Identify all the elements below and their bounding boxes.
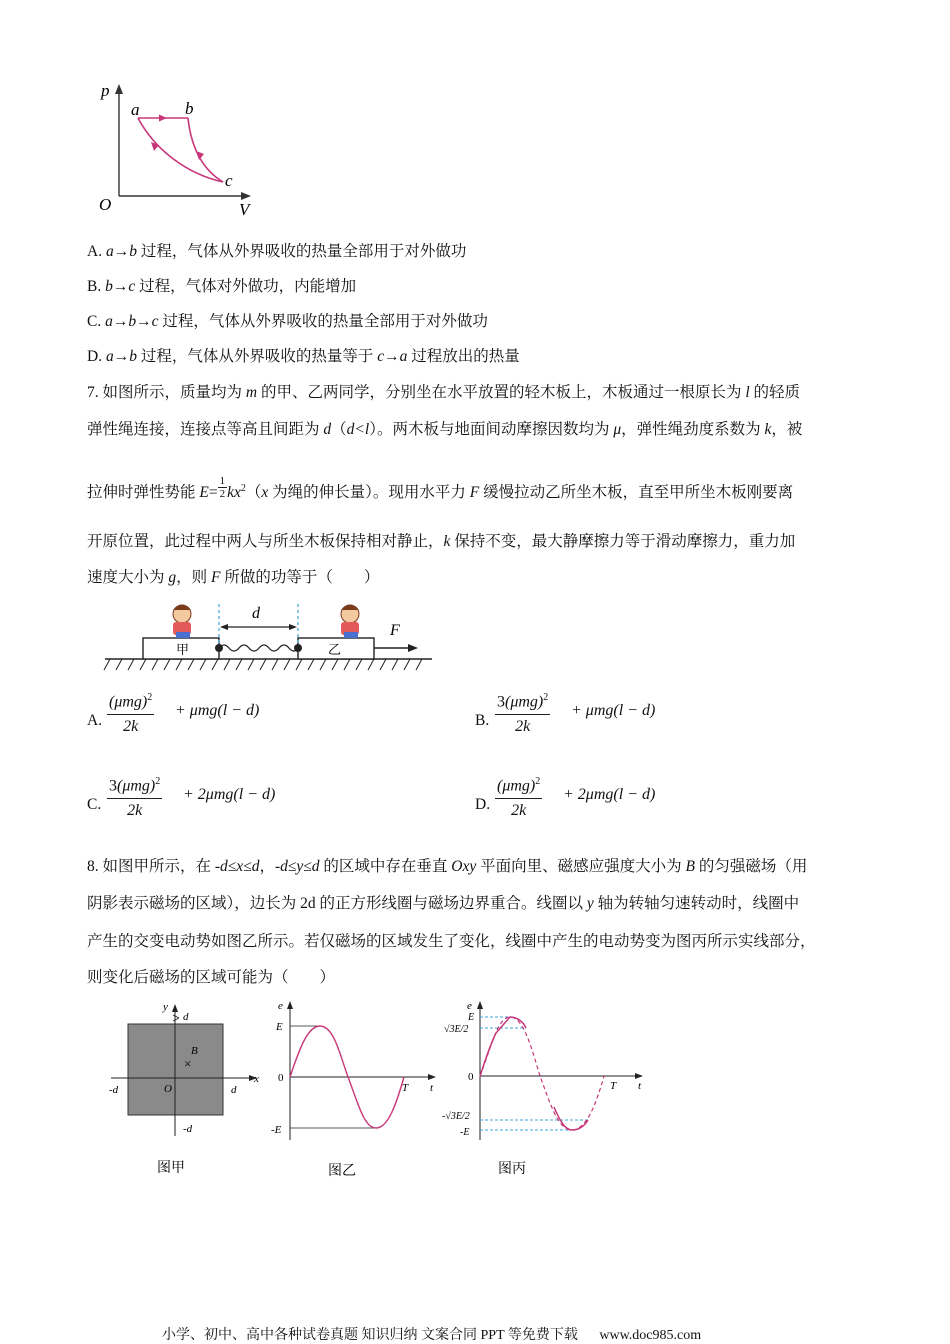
q7-line-3: 拉伸时弹性势能 E= $\frac{1}{2}$ $kx^2(x$ 为绳的伸长量）。现用水平力 F 缓慢拉动乙所坐木板，直至甲所坐木板刚要离 xyxy=(87,475,794,502)
q6-option-c[interactable]: C. a→b→c 过程，气体从外界吸收的热量全部用于对外做功 xyxy=(87,313,488,330)
q7-figure xyxy=(100,598,440,678)
q7-option-b[interactable]: B. $3(\mu mg)^2$ 2k + μmg(l − d) xyxy=(475,686,775,740)
q8-line-1: 8. 如图甲所示，在 -d≤x≤d，-d≤y≤d 的区域中存在垂直 Oxy 平面向里、磁感应强度大小为 B 的匀强磁场（用 xyxy=(87,858,808,875)
board-yi-label: 乙 xyxy=(328,642,342,657)
e-label: e xyxy=(278,1000,283,1012)
d-label: d xyxy=(252,605,260,622)
negE-label: -E xyxy=(271,1124,282,1136)
q7-line-2: 弹性绳连接，连接点等高且间距为 d（d<l）。两木板与地面间动摩擦因数均为 μ，弹性绳劲度系数为 k，被 xyxy=(87,421,803,438)
half-fraction: $\frac{1}{2}$ xyxy=(219,475,226,501)
t-label: t xyxy=(638,1080,642,1092)
footer-text: 小学、初中、高中各种试卷真题 知识归纳 文案合同 PPT 等免费下载 xyxy=(162,1328,578,1343)
student-jia-icon xyxy=(173,605,191,638)
caption-jia: 图甲 xyxy=(157,1161,185,1176)
T-label: T xyxy=(610,1080,617,1092)
point-a-label: a xyxy=(131,100,140,119)
p-axis-label: p xyxy=(101,81,110,100)
point-b-label: b xyxy=(185,99,194,118)
e-label: e xyxy=(467,1000,472,1012)
q7-line-1: 7. 如图所示，质量均为 m 的甲、乙两同学，分别坐在水平放置的轻木板上，木板通过一根原长为 l 的轻质 xyxy=(87,384,801,401)
negE-label: -E xyxy=(460,1127,470,1138)
q6-option-d[interactable]: D. a→b 过程，气体从外界吸收的热量等于 c→a 过程放出的热量 xyxy=(87,348,520,365)
x-label: x xyxy=(254,1073,259,1085)
caption-yi: 图乙 xyxy=(328,1164,356,1179)
zero-label: 0 xyxy=(468,1071,474,1083)
y-label: y xyxy=(163,1001,168,1013)
q7-option-d[interactable]: D. $(\mu mg)^2$ 2k + 2μmg(l − d) xyxy=(475,770,795,824)
q8-line-2: 阴影表示磁场的区域），边长为 2d 的正方形线圈与磁场边界重合。线圈以 y 轴为转轴匀速转动时，线圈中 xyxy=(87,895,800,912)
process-bc xyxy=(188,118,223,182)
board-jia-label: 甲 xyxy=(176,642,190,657)
zero-label: 0 xyxy=(278,1072,284,1084)
d-left-label: -d xyxy=(109,1084,119,1096)
point-c-label: c xyxy=(225,171,233,190)
E-label: E xyxy=(276,1021,283,1033)
q6-option-b[interactable]: B. b→c 过程，气体对外做功，内能增加 xyxy=(87,278,357,295)
cross-mark: × xyxy=(184,1056,192,1071)
footer-url[interactable]: www.doc985.com xyxy=(599,1328,702,1343)
q8-line-4: 则变化后磁场的区域可能为（ ） xyxy=(87,969,336,986)
q7-option-a[interactable]: A. $(\mu mg)^2$ 2k + μmg(l − d) xyxy=(87,686,387,740)
q7-option-c[interactable]: C. $3(\mu mg)^2$ 2k + 2μmg(l − d) xyxy=(87,770,407,824)
sqrt3E2-label: √3E/2 xyxy=(444,1024,469,1035)
q8-line-3: 产生的交变电动势如图乙所示。若仅磁场的区域发生了变化，线圈中产生的电动势变为图丙所示实线部分， xyxy=(87,933,816,950)
t-label: t xyxy=(430,1082,434,1094)
origin-label: O xyxy=(164,1083,172,1095)
d-top-label: d xyxy=(183,1011,189,1023)
q7-line-5: 速度大小为 g，则 F 所做的功等于（ ） xyxy=(87,569,380,586)
student-yi-icon xyxy=(341,605,359,638)
fig-bing xyxy=(440,995,655,1185)
emf-curve-bing-dashed xyxy=(480,1017,604,1130)
emf-curve-bing-solid-1 xyxy=(480,1017,526,1076)
force-label: F xyxy=(390,622,400,639)
elastic-rope xyxy=(219,645,298,651)
origin-label: O xyxy=(99,195,112,214)
q6-option-a[interactable]: A. a→b 过程，气体从外界吸收的热量全部用于对外做功 xyxy=(87,243,467,260)
T-label: T xyxy=(402,1082,409,1094)
emf-curve-bing-solid-2 xyxy=(554,1107,588,1130)
fig-jia xyxy=(105,998,275,1183)
footer xyxy=(162,1324,701,1344)
d-bottom-label: -d xyxy=(183,1123,193,1135)
pv-diagram xyxy=(95,78,265,223)
v-axis-label: V xyxy=(239,200,250,219)
d-right-label: d xyxy=(231,1084,237,1096)
ground-hatch xyxy=(104,659,422,670)
q7-line-4: 开原位置，此过程中两人与所坐木板保持相对静止，k 保持不变，最大静摩擦力等于滑动摩擦力，重力加 xyxy=(87,533,796,550)
b-label: B xyxy=(191,1045,198,1057)
E-label: E xyxy=(468,1012,475,1023)
caption-bing: 图丙 xyxy=(498,1162,526,1177)
negsqrt3E2-label: -√3E/2 xyxy=(442,1111,470,1122)
fig-yi xyxy=(268,995,443,1185)
